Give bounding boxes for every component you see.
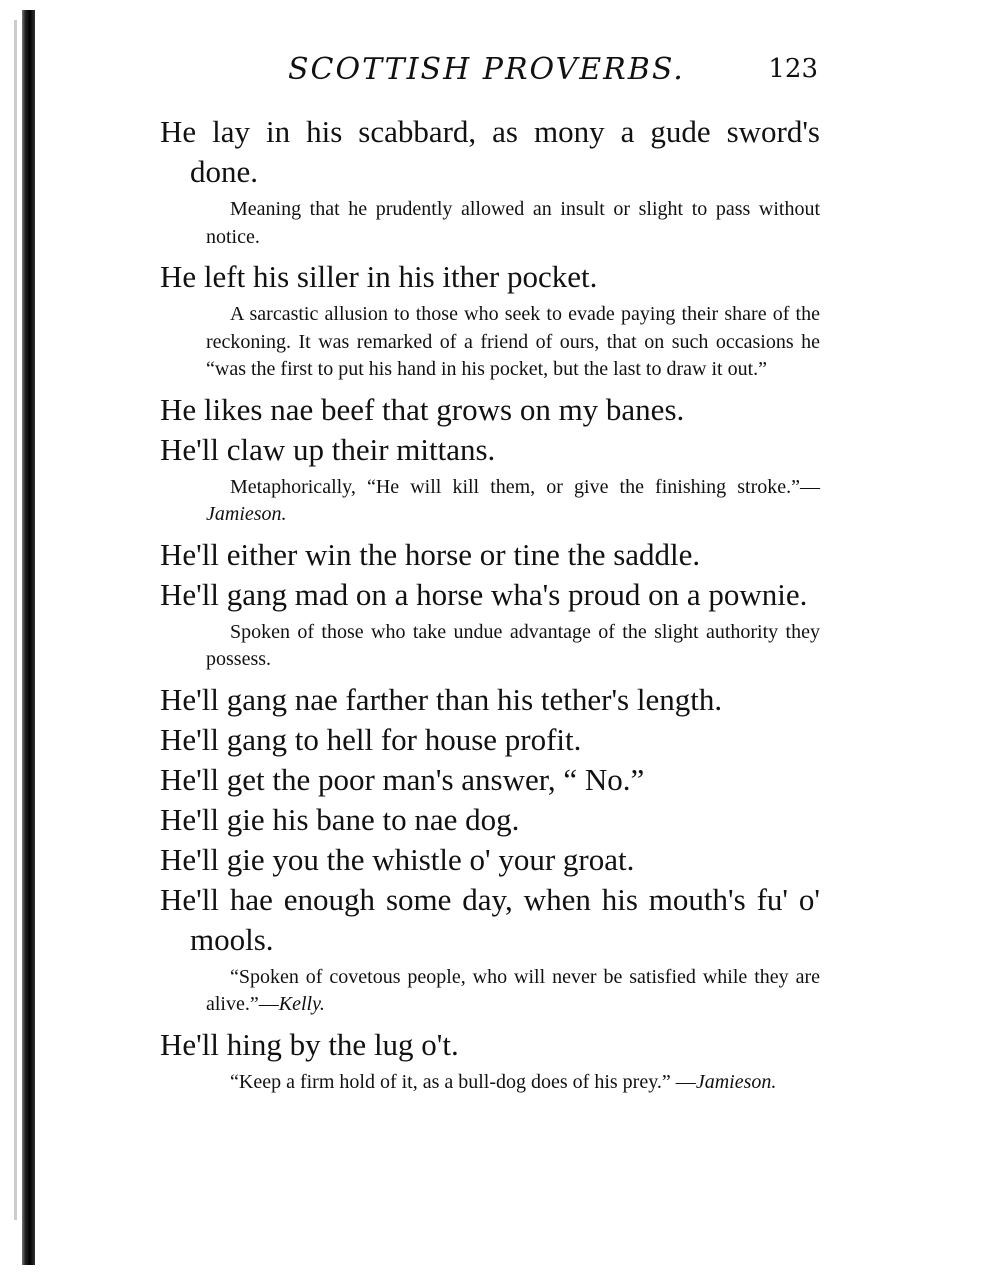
- note-source: Jamieson.: [695, 1070, 777, 1093]
- proverb: He'll gie his bane to nae dog.: [160, 801, 520, 837]
- proverb: He'll get the poor man's answer, “ No.”: [160, 761, 645, 797]
- note-source: Kelly.: [278, 993, 325, 1015]
- proverb: He left his siller in his ither pocket.: [160, 259, 598, 294]
- proverb-note: Spoken of those who take undue advantage of the slight authority they possess.: [206, 620, 820, 670]
- proverb-note: Metaphorically, “He will kill them, or give the finishing stroke.”—Jamieson.: [206, 475, 820, 525]
- proverb-list: [160, 112, 820, 1102]
- proverb-note: A sarcastic allusion to those who seek to evade paying their share of the reckoning. It was remarked of a friend of ours, that on such occasions he “was the first to put his hand in his pocket, but the last to draw it out.”: [206, 303, 820, 380]
- proverb: He'll gang nae farther than his tether's length.: [160, 681, 723, 717]
- page-number: 123: [768, 54, 818, 84]
- proverb: He'll gie you the whistle o' your groat.: [160, 841, 635, 877]
- proverb: He'll claw up their mittans.: [160, 431, 496, 467]
- note-source: Jamieson.: [206, 503, 287, 525]
- proverb-note: “Spoken of covetous people, who will never be satisfied while they are alive.”—Kelly.: [206, 965, 820, 1015]
- proverb-note: “Keep a firm hold of it, as a bull-dog does of his prey.” —Jamieson.: [230, 1070, 777, 1093]
- proverb: He'll gang mad on a horse wha's proud on a pownie.: [160, 576, 808, 612]
- proverb: He'll hing by the lug o't.: [160, 1026, 459, 1062]
- proverb: He'll either win the horse or tine the saddle.: [160, 536, 701, 572]
- proverb: He'll hae enough some day, when his mouth's fu' o' mools.: [160, 881, 820, 957]
- proverb: He'll gang to hell for house profit.: [160, 721, 582, 757]
- proverb: He likes nae beef that grows on my banes.: [160, 391, 685, 427]
- proverb: He lay in his scabbard, as mony a gude sword's done.: [160, 114, 820, 189]
- running-head: SCOTTISH PROVERBS.: [288, 52, 685, 87]
- page-header: [288, 52, 818, 92]
- proverb-note: Meaning that he prudently allowed an insult or slight to pass without notice.: [206, 198, 820, 248]
